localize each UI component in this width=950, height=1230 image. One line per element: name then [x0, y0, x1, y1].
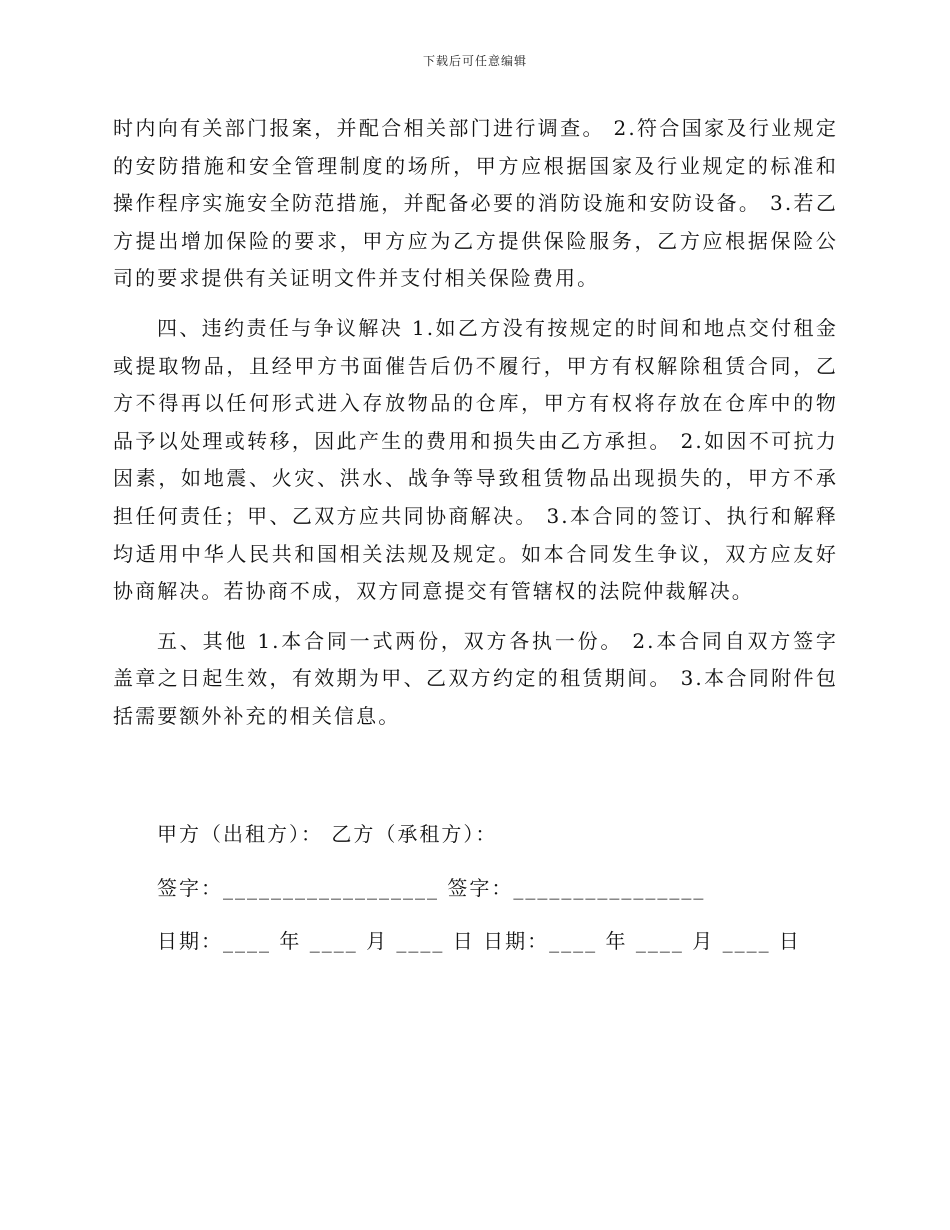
- page-header: 下载后可任意编辑: [422, 54, 527, 68]
- signature-parties: 甲方（出租方）： 乙方（承租方）：: [157, 822, 498, 846]
- paragraph-liability-disputes: 四、违约责任与争议解决 1.如乙方没有按规定的时间和地点交付租金或提取物品，且经甲方书面催告后仍不履行，甲方有权解除租赁合同，乙方不得再以任何形式进入存放物品的仓库，甲方有权将存放在仓库中的物品予以处理或转移，因此产生的费用和损失由乙方承担。 2.如因不可抗力因素，如地震、火灾、洪水、战争等导致租赁物品出现损失的，甲方不承担任何责任；甲、乙双方应共同协商解决。 3.本合同的签订、执行和解释均适用中华人民共和国相关法规及规定。如本合同发生争议，双方应友好协商解决。若协商不成，双方同意提交有管辖权的法院仲裁解决。: [113, 315, 838, 604]
- signature-date-line: 日期：____ 年 ____ 月 ____ 日 日期：____ 年 ____ 月 ____ 日: [157, 929, 801, 953]
- signature-sign-line: 签字：__________________ 签字：________________: [157, 876, 706, 900]
- paragraph-security-insurance: 时内向有关部门报案，并配合相关部门进行调查。 2.符合国家及行业规定的安防措施和安全管理制度的场所，甲方应根据国家及行业规定的标准和操作程序实施安全防范措施，并配备必要的消防设施和安防设备。 3.若乙方提出增加保险的要求，甲方应为乙方提供保险服务，乙方应根据保险公司的要求提供有关证明文件并支付相关保险费用。: [113, 116, 838, 291]
- paragraph-other-terms: 五、其他 1.本合同一式两份，双方各执一份。 2.本合同自双方签字盖章之日起生效，有效期为甲、乙双方约定的租赁期间。 3.本合同附件包括需要额外补充的相关信息。: [113, 628, 838, 728]
- contract-body: [113, 110, 838, 736]
